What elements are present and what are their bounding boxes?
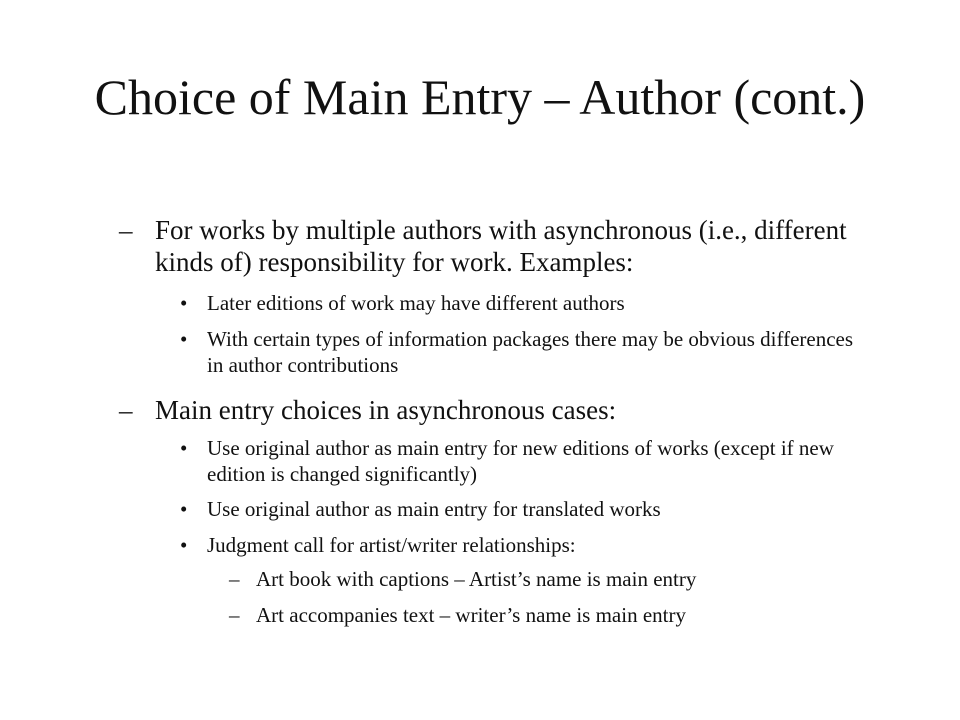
bullet-text: With certain types of information packages there may be obvious differences in author contributions: [207, 327, 854, 377]
slide-title: Choice of Main Entry – Author (cont.): [94, 69, 866, 125]
sub-item: [229, 566, 869, 592]
bullet-marker: •: [180, 436, 188, 460]
bullet-marker: •: [180, 497, 188, 521]
main-point-text: For works by multiple authors with asynchronous (i.e., different kinds of) responsibility for work. Examples:: [155, 215, 847, 277]
main-point-1: [119, 214, 909, 278]
main-point-2: [119, 394, 909, 426]
sub-item: [229, 602, 869, 628]
main-point-text: Main entry choices in asynchronous cases:: [155, 395, 617, 425]
bullet-text: Use original author as main entry for new editions of works (except if new edition is changed significantly): [207, 436, 834, 486]
sub-item-text: Art book with captions – Artist’s name is main entry: [256, 567, 697, 591]
bullet-item: [180, 496, 880, 522]
dash-marker: –: [229, 567, 240, 591]
bullet-item: [180, 326, 860, 378]
bullet-text: Judgment call for artist/writer relationships:: [207, 533, 576, 557]
bullet-marker: •: [180, 291, 188, 315]
bullet-marker: •: [180, 327, 188, 351]
dash-marker: –: [119, 215, 133, 245]
bullet-item: [180, 532, 880, 558]
dash-marker: –: [229, 603, 240, 627]
bullet-marker: •: [180, 533, 188, 557]
bullet-item: [180, 435, 880, 487]
bullet-text: Later editions of work may have different authors: [207, 291, 625, 315]
dash-marker: –: [119, 395, 133, 425]
bullet-text: Use original author as main entry for translated works: [207, 497, 661, 521]
sub-item-text: Art accompanies text – writer’s name is main entry: [256, 603, 686, 627]
bullet-item: [180, 290, 880, 316]
